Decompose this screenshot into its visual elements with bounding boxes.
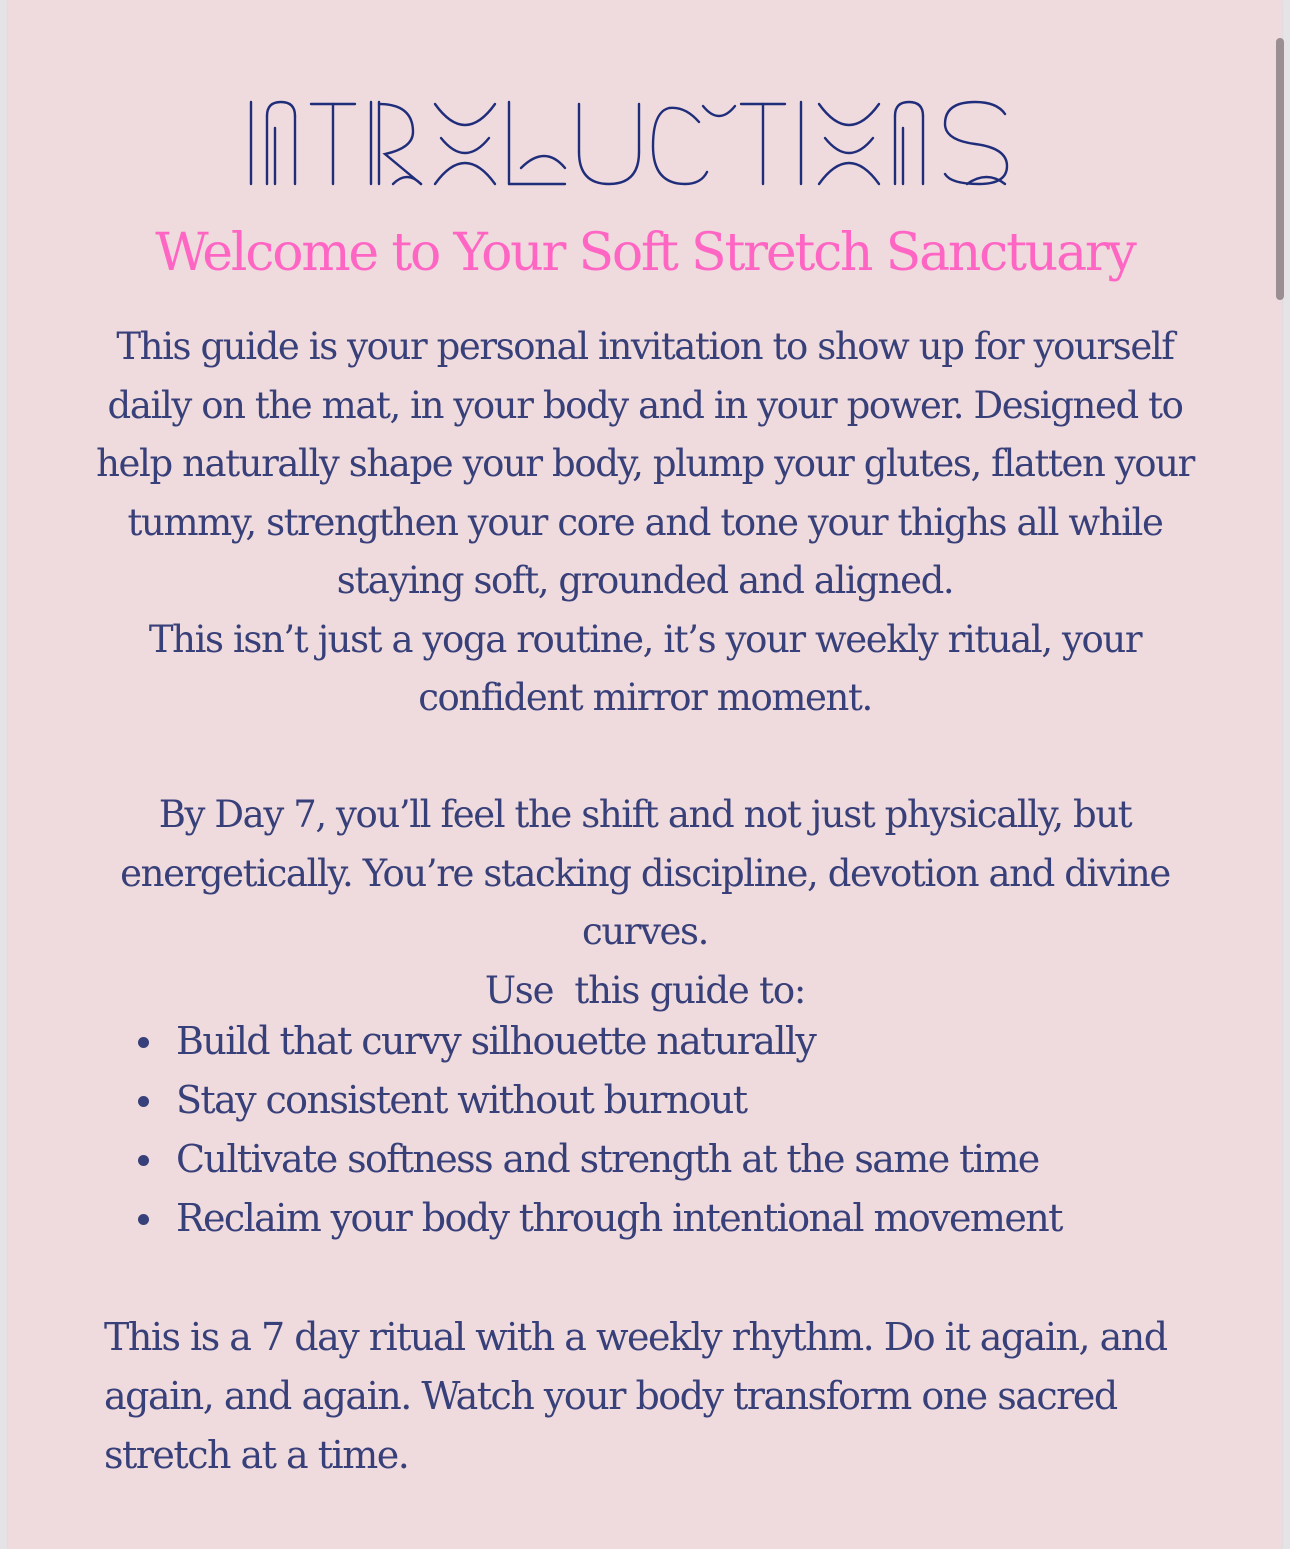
list-item	[138, 1189, 1062, 1248]
closing-line: This is a 7 day ritual with a weekly rhythm. Do it again, and	[104, 1315, 1167, 1359]
closing-line: again, and again. Watch your body transform one sacred	[104, 1374, 1117, 1418]
page-title	[8, 98, 1282, 190]
vertical-scrollbar[interactable]	[1270, 0, 1290, 1549]
intro-line: staying soft, grounded and aligned.	[336, 559, 954, 602]
list-item-text: Stay consistent without burnout	[176, 1078, 747, 1122]
bullet-dot-icon	[138, 1214, 149, 1225]
list-item	[138, 1012, 1062, 1071]
list-item-text: Reclaim your body through intentional movement	[176, 1196, 1062, 1240]
document-page	[8, 0, 1282, 1549]
day7-paragraph	[48, 786, 1242, 962]
intro-line: help naturally shape your body, plump your glutes, flatten your	[96, 442, 1194, 485]
decorative-title-wordmark	[245, 98, 1045, 190]
bullet-dot-icon	[138, 1155, 149, 1166]
use-guide-heading: Use this guide to:	[484, 969, 806, 1012]
bullet-dot-icon	[138, 1037, 149, 1048]
scrollbar-thumb[interactable]	[1276, 38, 1284, 300]
intro-line: daily on the mat, in your body and in your power. Designed to	[107, 383, 1183, 427]
list-item-text: Cultivate softness and strength at the same time	[176, 1137, 1039, 1181]
intro-paragraph	[48, 318, 1242, 728]
benefits-list	[138, 1012, 1062, 1248]
list-item-text: Build that curvy silhouette naturally	[176, 1019, 816, 1063]
day7-line: energetically. You’re stacking discipline, devotion and divine	[120, 851, 1170, 895]
day7-line: By Day 7, you’ll feel the shift and not just physically, but	[158, 793, 1132, 836]
day7-line: curves.	[582, 910, 708, 953]
closing-line: stretch at a time.	[104, 1433, 409, 1477]
bullet-dot-icon	[138, 1096, 149, 1107]
page-subtitle: Welcome to Your Soft Stretch Sanctuary	[155, 223, 1135, 283]
list-item	[138, 1071, 1062, 1130]
intro-line: This guide is your personal invitation to show up for yourself	[116, 325, 1174, 368]
intro-line: This isn’t just a yoga routine, it’s your weekly ritual, your	[148, 617, 1142, 661]
intro-line: tummy, strengthen your core and tone your thighs all while	[127, 500, 1163, 544]
intro-line: confident mirror moment.	[418, 676, 872, 719]
closing-paragraph	[104, 1308, 1204, 1485]
list-item	[138, 1130, 1062, 1189]
